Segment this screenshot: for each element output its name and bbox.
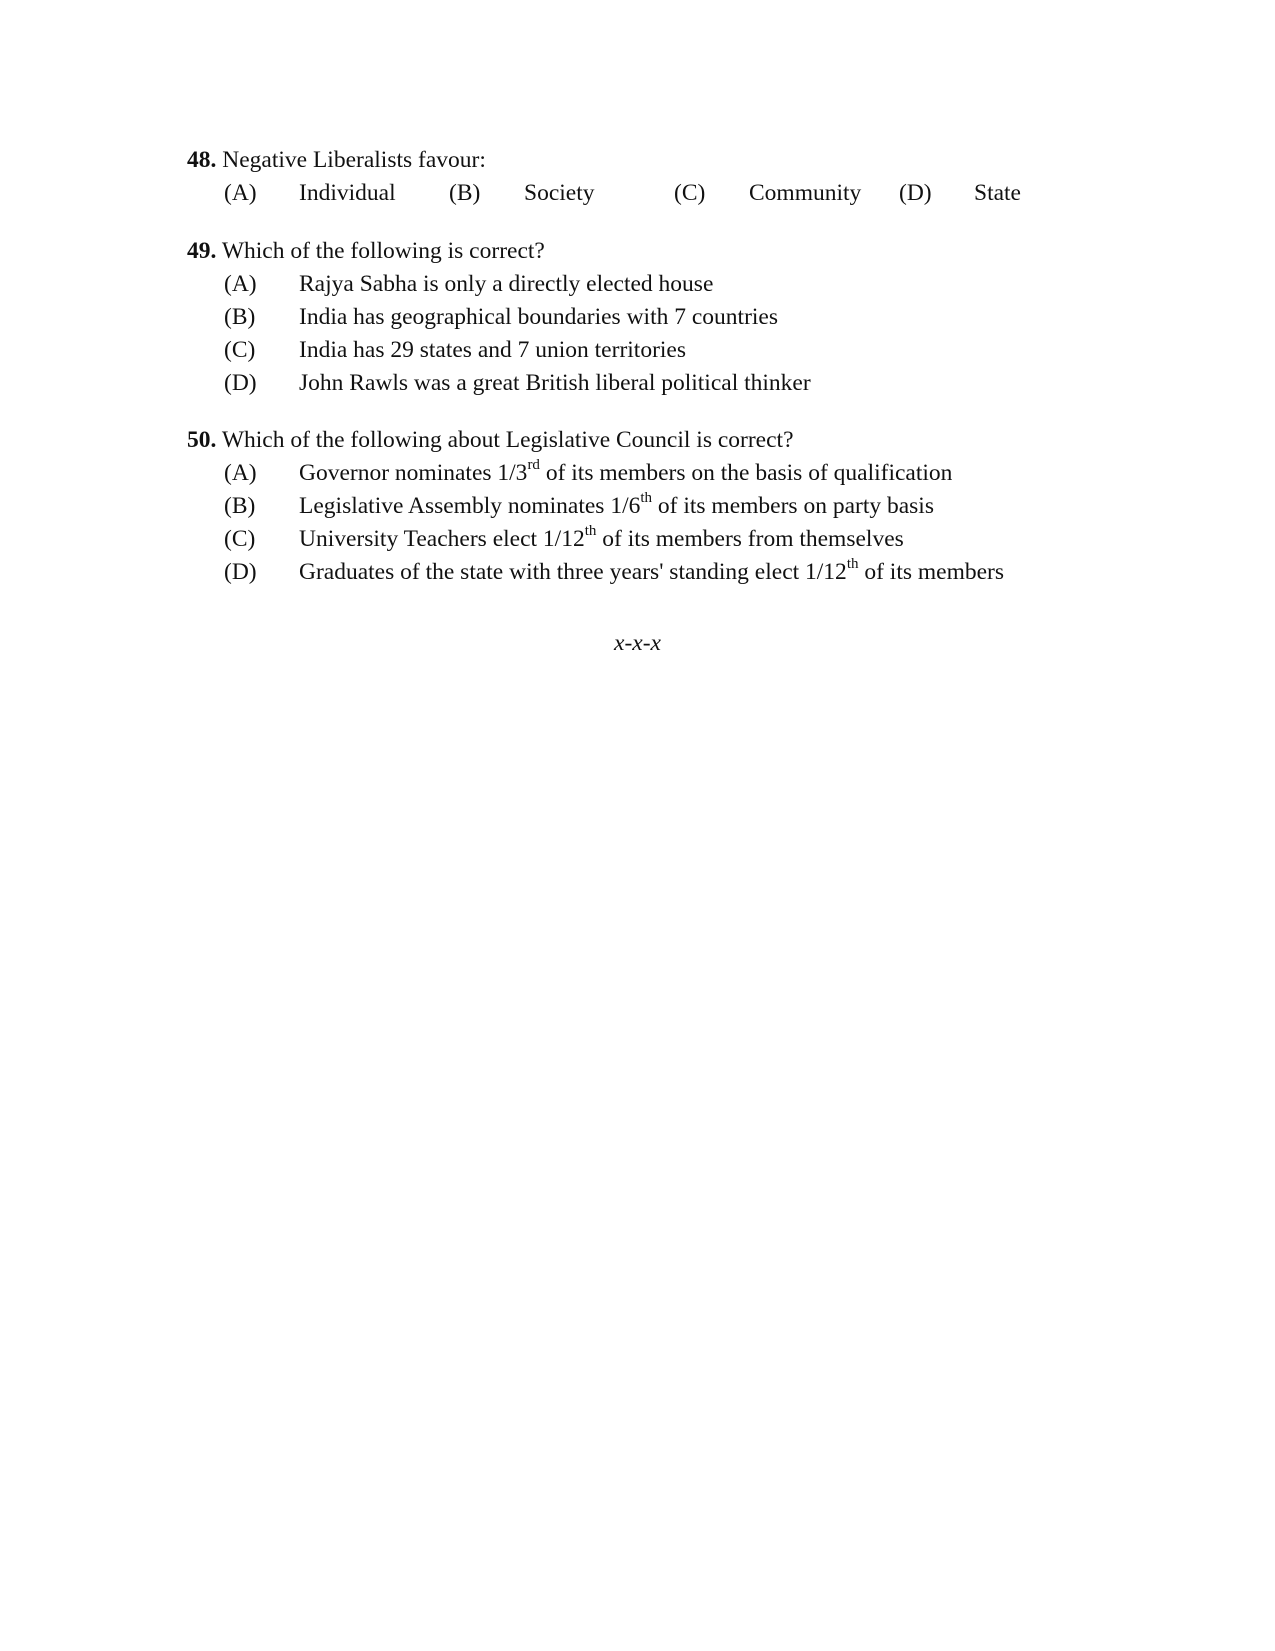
option-letter: (B) (224, 493, 256, 519)
option-text-rest: of its members from themselves (596, 526, 904, 552)
option-text: Community (749, 180, 862, 206)
option-text-main: Governor nominates 1/3 (299, 460, 528, 486)
option-text: India has geographical boundaries with 7 countries (299, 304, 778, 330)
option-a (187, 268, 1087, 301)
option-c (187, 523, 1087, 556)
question-stem (187, 235, 1087, 268)
option-letter: (D) (899, 180, 932, 206)
option-text: Society (524, 180, 595, 206)
end-of-paper-mark: x-x-x (614, 630, 661, 656)
option-text (299, 523, 904, 556)
option-letter: (D) (224, 370, 257, 396)
question-49 (187, 235, 1087, 400)
option-b (187, 490, 1087, 523)
option-text (299, 490, 934, 523)
option-text-rest: of its members (858, 559, 1005, 585)
option-letter: (B) (224, 304, 256, 330)
question-stem (187, 144, 1087, 177)
question-48 (187, 144, 1087, 210)
ordinal-suffix: th (584, 523, 597, 540)
options-row (187, 177, 1087, 210)
option-text: John Rawls was a great British liberal political thinker (299, 370, 811, 396)
option-d (187, 367, 1087, 400)
option-letter: (A) (224, 180, 257, 206)
question-number: 48. (187, 147, 217, 173)
option-text (299, 457, 952, 490)
option-d (187, 556, 1087, 589)
question-text: Negative Liberalists favour: (222, 147, 486, 173)
option-letter: (C) (224, 337, 256, 363)
question-text: Which of the following about Legislative Council is correct? (221, 427, 794, 453)
option-text-main: Graduates of the state with three years' standing elect 1/12 (299, 559, 847, 585)
question-text: Which of the following is correct? (221, 238, 545, 264)
question-50 (187, 424, 1087, 589)
option-text: Rajya Sabha is only a directly elected house (299, 271, 714, 297)
option-letter: (A) (224, 460, 257, 486)
option-text (299, 556, 1004, 589)
question-number: 50. (187, 427, 217, 453)
option-b (187, 301, 1087, 334)
option-letter: (D) (224, 559, 257, 585)
option-a (187, 457, 1087, 490)
option-letter: (C) (224, 526, 256, 552)
ordinal-suffix: th (846, 556, 859, 573)
option-letter: (B) (449, 180, 481, 206)
option-letter: (A) (224, 271, 257, 297)
option-letter: (C) (674, 180, 706, 206)
option-text-main: University Teachers elect 1/12 (299, 526, 585, 552)
option-text-main: Legislative Assembly nominates 1/6 (299, 493, 641, 519)
question-number: 49. (187, 238, 217, 264)
option-text: State (974, 180, 1021, 206)
question-stem (187, 424, 1087, 457)
ordinal-suffix: th (640, 490, 653, 507)
ordinal-suffix: rd (527, 457, 540, 474)
option-text: Individual (299, 180, 396, 206)
option-text-rest: of its members on the basis of qualification (539, 460, 953, 486)
option-c (187, 334, 1087, 367)
option-text-rest: of its members on party basis (652, 493, 934, 519)
option-text: India has 29 states and 7 union territories (299, 337, 687, 363)
